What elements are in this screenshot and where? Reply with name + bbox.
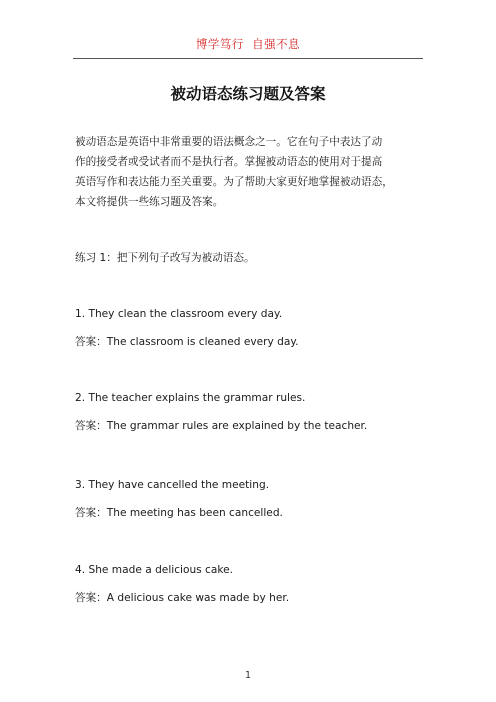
intro-line: 本文将提供一些练习题及答案。 (75, 196, 224, 208)
answer-text: 答案：The classroom is cleaned every day. (75, 336, 299, 348)
intro-line: 英语写作和表达能力至关重要。为了帮助大家更好地掌握被动语态， (75, 176, 393, 188)
question-text: 2. The teacher explains the grammar rules. (75, 392, 306, 404)
answer-text: 答案：A delicious cake was made by her. (75, 592, 290, 604)
intro-line: 作的接受者或受试者而不是执行者。掌握被动语态的使用对于提高 (75, 156, 383, 168)
exercise-heading: 练习 1：把下列句子改写为被动语态。 (75, 252, 255, 264)
intro-line: 被动语态是英语中非常重要的语法概念之一。它在句子中表达了动 (75, 136, 383, 148)
header-divider (73, 58, 423, 59)
page-number: 1 (244, 670, 252, 681)
document-title: 被动语态练习题及答案 (170, 85, 326, 103)
header-motto: 博学笃行 自强不息 (195, 37, 301, 51)
question-text: 4. She made a delicious cake. (75, 564, 234, 576)
question-text: 3. They have cancelled the meeting. (75, 479, 270, 491)
question-text: 1. They clean the classroom every day. (75, 308, 283, 320)
answer-text: 答案：The meeting has been cancelled. (75, 507, 283, 519)
answer-text: 答案：The grammar rules are explained by the teacher. (75, 420, 368, 432)
